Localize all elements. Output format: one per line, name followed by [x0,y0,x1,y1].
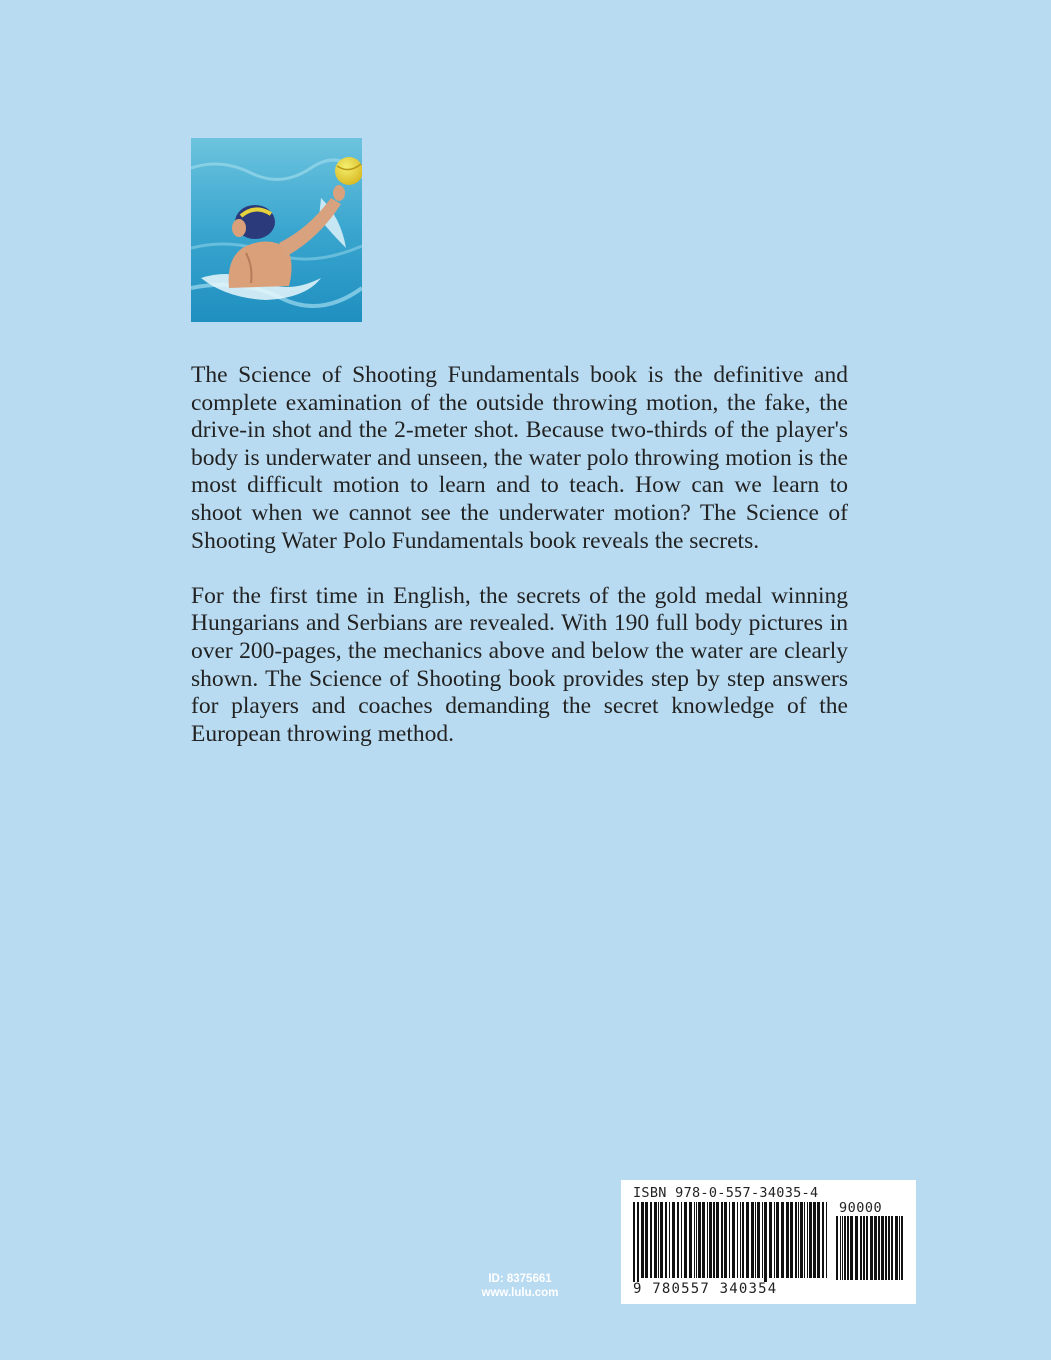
barcode-digits: 9 780557 340354 [633,1281,778,1297]
isbn-label: ISBN 978-0-557-34035-4 [633,1185,819,1201]
publisher-info [470,1272,570,1300]
description-paragraph: For the first time in English, the secrets of the gold medal winning Hungarians and Serbians are revealed. With 190 full body pictures in over 200-pages, the mechanics above and below the water are clearly shown. The Science of Shooting book provides step by step answers for players and coaches demanding the secret knowledge of the European throwing method. [191,582,848,747]
publisher-id: ID: 8375661 [488,1273,552,1285]
isbn-barcode [621,1180,916,1304]
barcode-bars-icon [633,1202,829,1282]
water-polo-player-photo [191,138,362,322]
publisher-url: www.lulu.com [481,1287,559,1299]
description-text [191,362,848,776]
price-code: 90000 [839,1200,883,1216]
addon-barcode-bars-icon [836,1216,906,1280]
description-paragraph: The Science of Shooting Fundamentals book is the definitive and complete examination of the outside throwing motion, the fake, the drive-in shot and the 2-meter shot. Because two-thirds of the player's body is underwater and unseen, the water polo throwing motion is the most difficult motion to learn and to teach. How can we learn to shoot when we cannot see the underwater motion? The Science of Shooting Water Polo Fundamentals book reveals the secrets. [191,362,848,554]
